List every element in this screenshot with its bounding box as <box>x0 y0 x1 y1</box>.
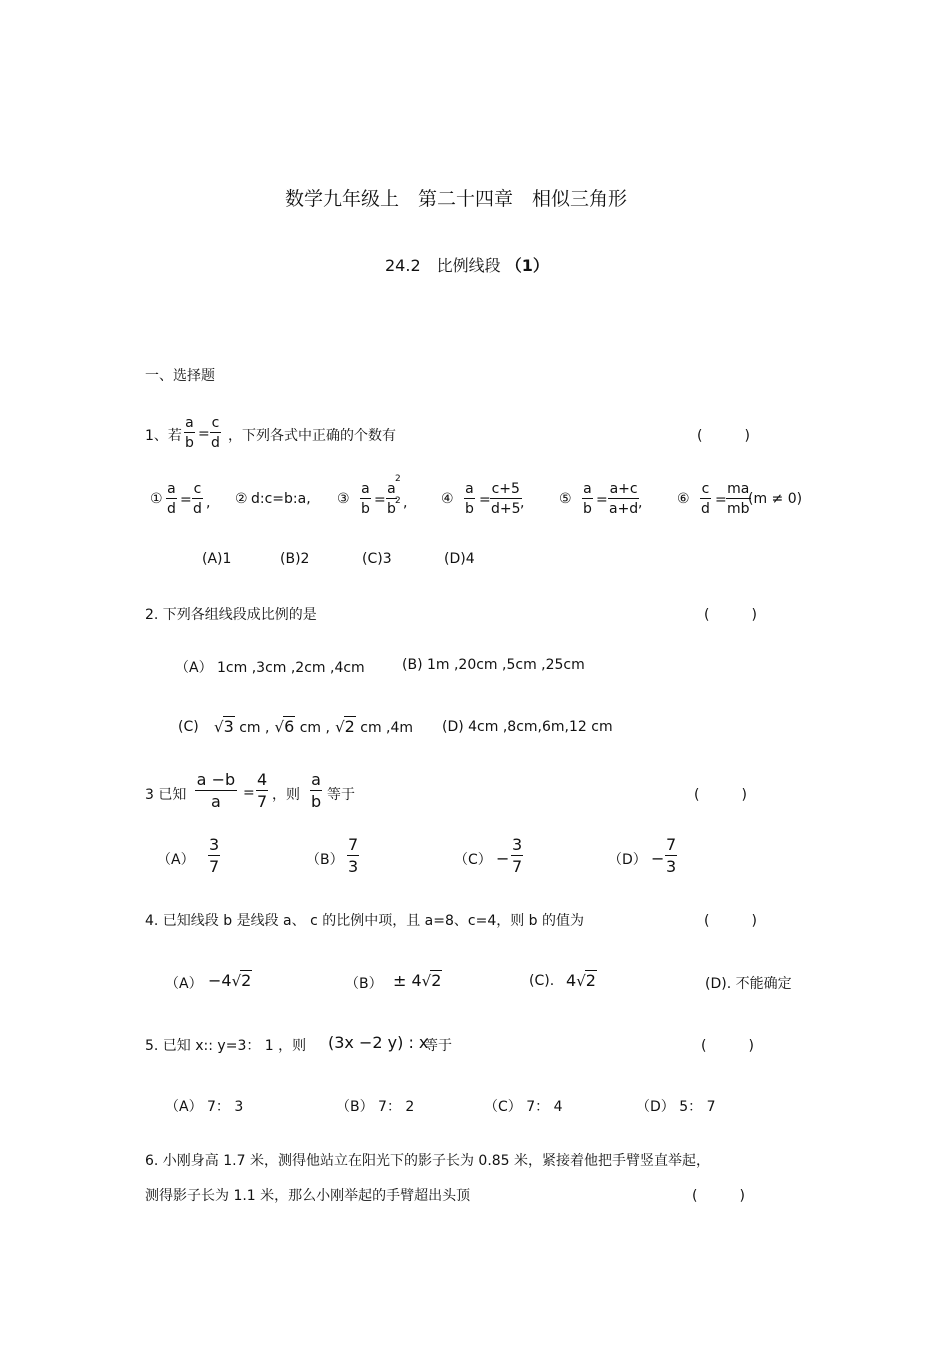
q3-prefix: 3 已知 <box>145 787 187 803</box>
frac-num: a −b <box>196 770 236 789</box>
equals-sign: = <box>479 492 491 508</box>
q3-fraction-a-b <box>310 772 322 810</box>
item3-frac-a-b <box>360 482 371 516</box>
unit-text: cm , <box>295 720 330 736</box>
item1-frac-a-d <box>166 482 177 516</box>
sqrt-icon: √ <box>274 718 285 736</box>
item5-frac-a-b <box>582 482 593 516</box>
option-d: （D） 5： 7 <box>636 1099 716 1115</box>
option-b: (B)2 <box>280 551 310 567</box>
frac-den: a+d <box>608 498 639 516</box>
sqrt-icon: √ <box>214 718 224 736</box>
option-c: (C). <box>529 973 555 989</box>
q5-suffix: 等于 <box>424 1038 452 1054</box>
unit-text: cm ,4m <box>355 720 414 736</box>
comma: , <box>403 495 408 511</box>
option-b: （B） 7： 2 <box>336 1099 415 1115</box>
item4-frac-a-b <box>464 482 475 516</box>
option-c-label: (C) <box>178 719 199 735</box>
answer-blank: ( ) <box>694 787 747 803</box>
q3-then: ，则 <box>272 787 300 803</box>
item-marker-2: ② <box>235 491 248 507</box>
frac-den: 3 <box>348 857 359 876</box>
answer-blank: ( ) <box>704 913 757 929</box>
sqrt-icon: √ <box>421 972 432 990</box>
minus-sign: − <box>496 849 510 868</box>
q4-stem: 4. 已知线段 b 是线段 a、 c 的比例中项，且 a=8、c=4，则 b 的值为 <box>145 913 585 929</box>
frac-num: a <box>167 481 176 497</box>
option-d: (D) 4cm ,8cm,6m,12 cm <box>442 719 613 735</box>
sqrt-icon: √ <box>335 718 345 736</box>
coefficient: 4 <box>566 971 577 990</box>
frac-den: 3 <box>666 857 677 876</box>
equals-sign: = <box>243 785 255 801</box>
comma: , <box>520 495 525 511</box>
option-a: （A） 1cm ,3cm ,2cm ,4cm <box>175 660 365 676</box>
frac-num: c <box>193 481 202 497</box>
coefficient: −4 <box>208 971 232 990</box>
item-marker-5: ⑤ <box>559 491 572 507</box>
frac-den: b <box>582 498 593 516</box>
item-marker-3: ③ <box>337 491 350 507</box>
q5-expression: (3x −2 y) : x <box>328 1033 429 1052</box>
frac-num: a+c <box>609 481 638 497</box>
frac-num: ma <box>727 481 750 497</box>
option-c-values <box>214 716 413 736</box>
option-a-value <box>208 970 252 990</box>
option-b: （B） <box>345 976 383 992</box>
answer-blank: ( ) <box>704 607 757 623</box>
frac-den: 7 <box>257 792 268 811</box>
frac-den: b <box>311 792 322 811</box>
option-b-value <box>393 970 442 990</box>
option-b: (B) 1m ,20cm ,5cm ,25cm <box>402 657 585 673</box>
frac-num: 4 <box>257 770 268 789</box>
option-d: (D)4 <box>444 551 475 567</box>
frac-num: a <box>185 415 194 431</box>
frac-num: a <box>311 770 321 789</box>
option-d: （D） <box>608 852 647 868</box>
minus-sign: − <box>651 849 665 868</box>
frac-num: 3 <box>512 835 523 854</box>
sqrt-icon: √ <box>576 972 586 990</box>
q3-suffix: 等于 <box>327 787 355 803</box>
answer-blank: ( ) <box>692 1188 745 1204</box>
exponent: 2 <box>395 474 401 484</box>
radicand: 2 <box>344 717 355 736</box>
comma: , <box>638 495 643 511</box>
unit-text: cm , <box>234 720 270 736</box>
item-marker-1: ① <box>150 491 163 507</box>
frac-num: c+5 <box>491 481 520 497</box>
radicand: 2 <box>585 971 596 990</box>
answer-blank: ( ) <box>701 1038 754 1054</box>
q2-stem: 2. 下列各组线段成比例的是 <box>145 607 317 623</box>
item6-frac-c-d <box>700 482 711 516</box>
q6-line-1: 6. 小刚身高 1.7 米，测得他站立在阳光下的影子长为 0.85 米，紧接着他把手臂竖直举起， <box>145 1153 711 1169</box>
item2-text: d:c=b:a, <box>251 491 311 507</box>
option-b: （B） <box>306 852 344 868</box>
equals-sign: = <box>198 426 210 442</box>
equals-sign: = <box>715 492 727 508</box>
radicand: 3 <box>223 717 234 736</box>
option-a: （A） <box>157 852 195 868</box>
frac-den: d <box>166 498 177 516</box>
radicand: 2 <box>241 971 252 990</box>
option-c: (C)3 <box>362 551 392 567</box>
frac-den: mb <box>726 498 751 516</box>
option-d: (D). 不能确定 <box>705 976 792 992</box>
page-title: 数学九年级上 第二十四章 相似三角形 <box>285 188 628 210</box>
option-c: （C） <box>454 852 492 868</box>
coefficient: ± 4 <box>393 971 422 990</box>
q3-fraction-given <box>195 772 237 810</box>
frac-num: 3 <box>209 835 220 854</box>
answer-blank: ( ) <box>697 428 750 444</box>
frac-den: d <box>210 432 221 450</box>
frac-den: 7 <box>209 857 220 876</box>
option-a: （A） 7： 3 <box>165 1099 244 1115</box>
option-a-value <box>208 837 220 875</box>
frac-den: 7 <box>512 857 523 876</box>
frac-den: b <box>184 432 195 450</box>
q1-stem: ，下列各式中正确的个数有 <box>228 428 396 444</box>
subtitle-part: （1） <box>505 256 549 275</box>
comma: , <box>206 495 211 511</box>
frac-num: c <box>211 415 220 431</box>
frac-num: 7 <box>348 835 359 854</box>
item1-frac-c-d <box>192 482 203 516</box>
option-a: （A） <box>165 976 203 992</box>
q1-fraction-cd <box>210 416 221 450</box>
item6-frac-ma-mb <box>726 482 751 516</box>
section-heading: 一、选择题 <box>145 368 215 384</box>
q5-stem: 5. 已知 x:: y=3： 1 ，则 <box>145 1038 307 1054</box>
frac-num: a <box>361 481 370 497</box>
frac-num: a <box>465 481 474 497</box>
item4-frac-c5-d5 <box>490 481 525 517</box>
frac-num: c <box>701 481 710 497</box>
frac-den: d <box>192 498 203 516</box>
radicand: 6 <box>284 717 295 736</box>
option-a: (A)1 <box>202 551 232 567</box>
frac-den: b <box>386 498 397 516</box>
frac-den: d+5 <box>490 498 522 516</box>
equals-sign: = <box>596 492 608 508</box>
sqrt-icon: √ <box>231 972 242 990</box>
condition-text: (m ≠ 0) <box>748 491 803 507</box>
equals-sign: = <box>374 492 386 508</box>
item5-frac-ac-ad <box>608 482 639 516</box>
exponent: 2 <box>395 496 401 506</box>
equals-sign: = <box>180 492 192 508</box>
option-b-value <box>347 837 359 875</box>
frac-den: b <box>360 498 371 516</box>
frac-den: b <box>464 498 475 516</box>
item-marker-6: ⑥ <box>677 491 690 507</box>
option-c: （C） 7： 4 <box>484 1099 563 1115</box>
item-marker-4: ④ <box>441 491 454 507</box>
frac-num: 7 <box>666 835 677 854</box>
radicand: 2 <box>431 971 442 990</box>
q6-line-2: 测得影子长为 1.1 米，那么小刚举起的手臂超出头顶 <box>145 1188 471 1204</box>
q1-fraction-ab <box>184 416 195 450</box>
frac-num: a <box>387 481 396 497</box>
q3-fraction-4-7 <box>256 772 268 810</box>
page-subtitle <box>385 253 549 276</box>
frac-den: a <box>195 790 237 810</box>
option-c-value <box>566 970 597 990</box>
frac-den: d <box>700 498 711 516</box>
option-c-value <box>511 837 523 875</box>
frac-num: a <box>583 481 592 497</box>
subtitle-section: 24.2 比例线段 <box>385 256 501 275</box>
q1-prefix: 1、若 <box>145 428 182 444</box>
option-d-value <box>665 837 677 875</box>
